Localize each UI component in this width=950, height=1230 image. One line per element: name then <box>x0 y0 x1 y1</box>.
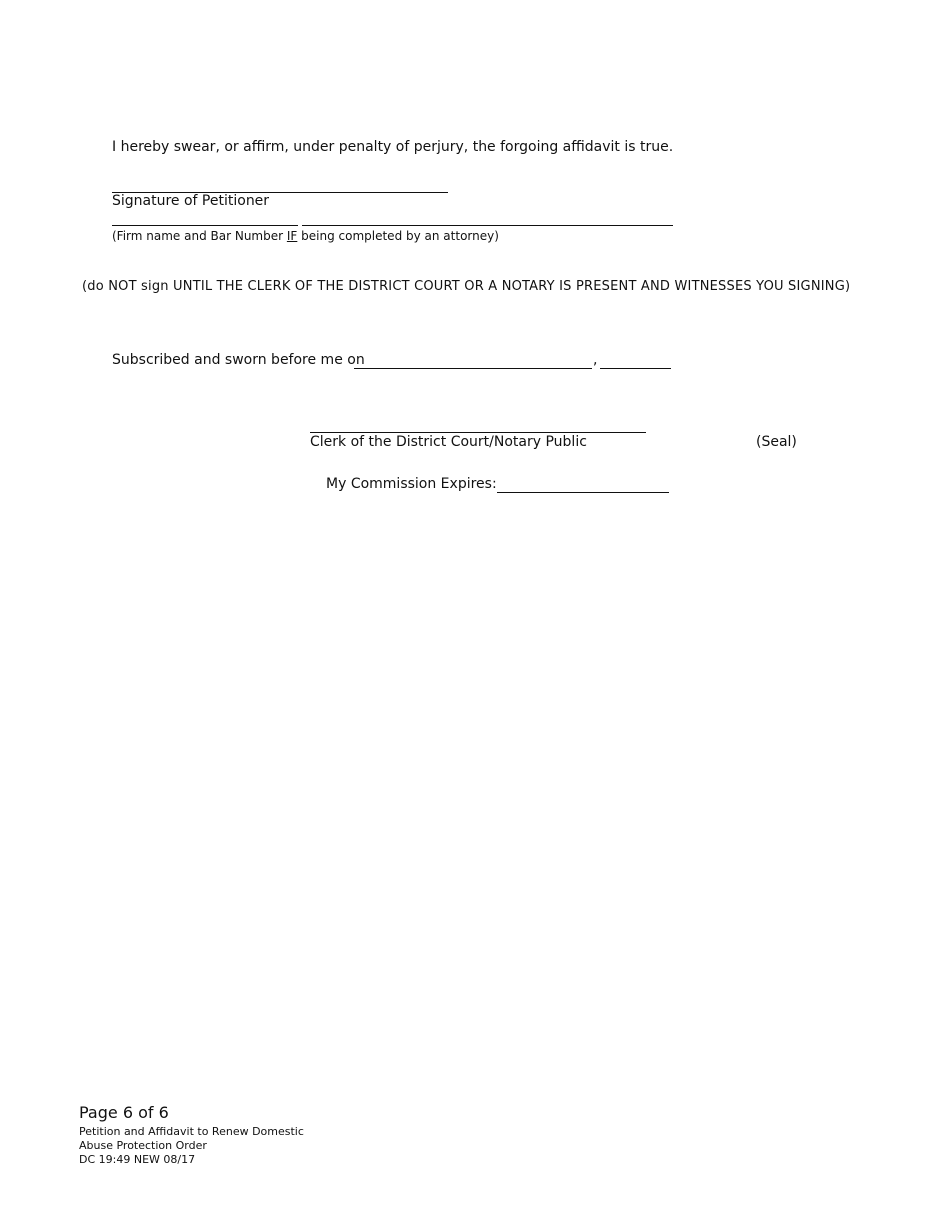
bar-number-line[interactable] <box>302 225 673 226</box>
affirmation-statement: I hereby swear, or affirm, under penalty of perjury, the forgoing affidavit is true. <box>112 139 674 155</box>
sworn-date-line[interactable] <box>354 368 592 369</box>
firm-bar-note <box>112 229 499 243</box>
clerk-signature-line[interactable] <box>310 432 646 433</box>
seal-label: (Seal) <box>756 434 797 450</box>
firm-bar-note-prefix: (Firm name and Bar Number <box>112 229 287 243</box>
page-number: Page 6 of 6 <box>79 1103 169 1122</box>
sworn-label: Subscribed and sworn before me on <box>112 352 365 368</box>
form-code: DC 19:49 NEW 08/17 <box>79 1153 196 1166</box>
firm-name-line[interactable] <box>112 225 298 226</box>
sworn-separator: , <box>593 352 598 368</box>
form-title-line1: Petition and Affidavit to Renew Domestic <box>79 1125 304 1138</box>
firm-bar-note-suffix: being completed by an attorney) <box>297 229 499 243</box>
form-title-line2: Abuse Protection Order <box>79 1139 207 1152</box>
signing-instruction: (do NOT sign UNTIL THE CLERK OF THE DISTRICT COURT OR A NOTARY IS PRESENT AND WITNESSES YOU SIGNING) <box>82 279 851 294</box>
firm-bar-note-if: IF <box>286 229 298 243</box>
commission-expiry-line[interactable] <box>497 492 669 493</box>
commission-label: My Commission Expires: <box>326 476 497 492</box>
sworn-year-line[interactable] <box>600 368 671 369</box>
clerk-label: Clerk of the District Court/Notary Public <box>310 434 587 450</box>
petitioner-signature-label: Signature of Petitioner <box>112 193 270 209</box>
